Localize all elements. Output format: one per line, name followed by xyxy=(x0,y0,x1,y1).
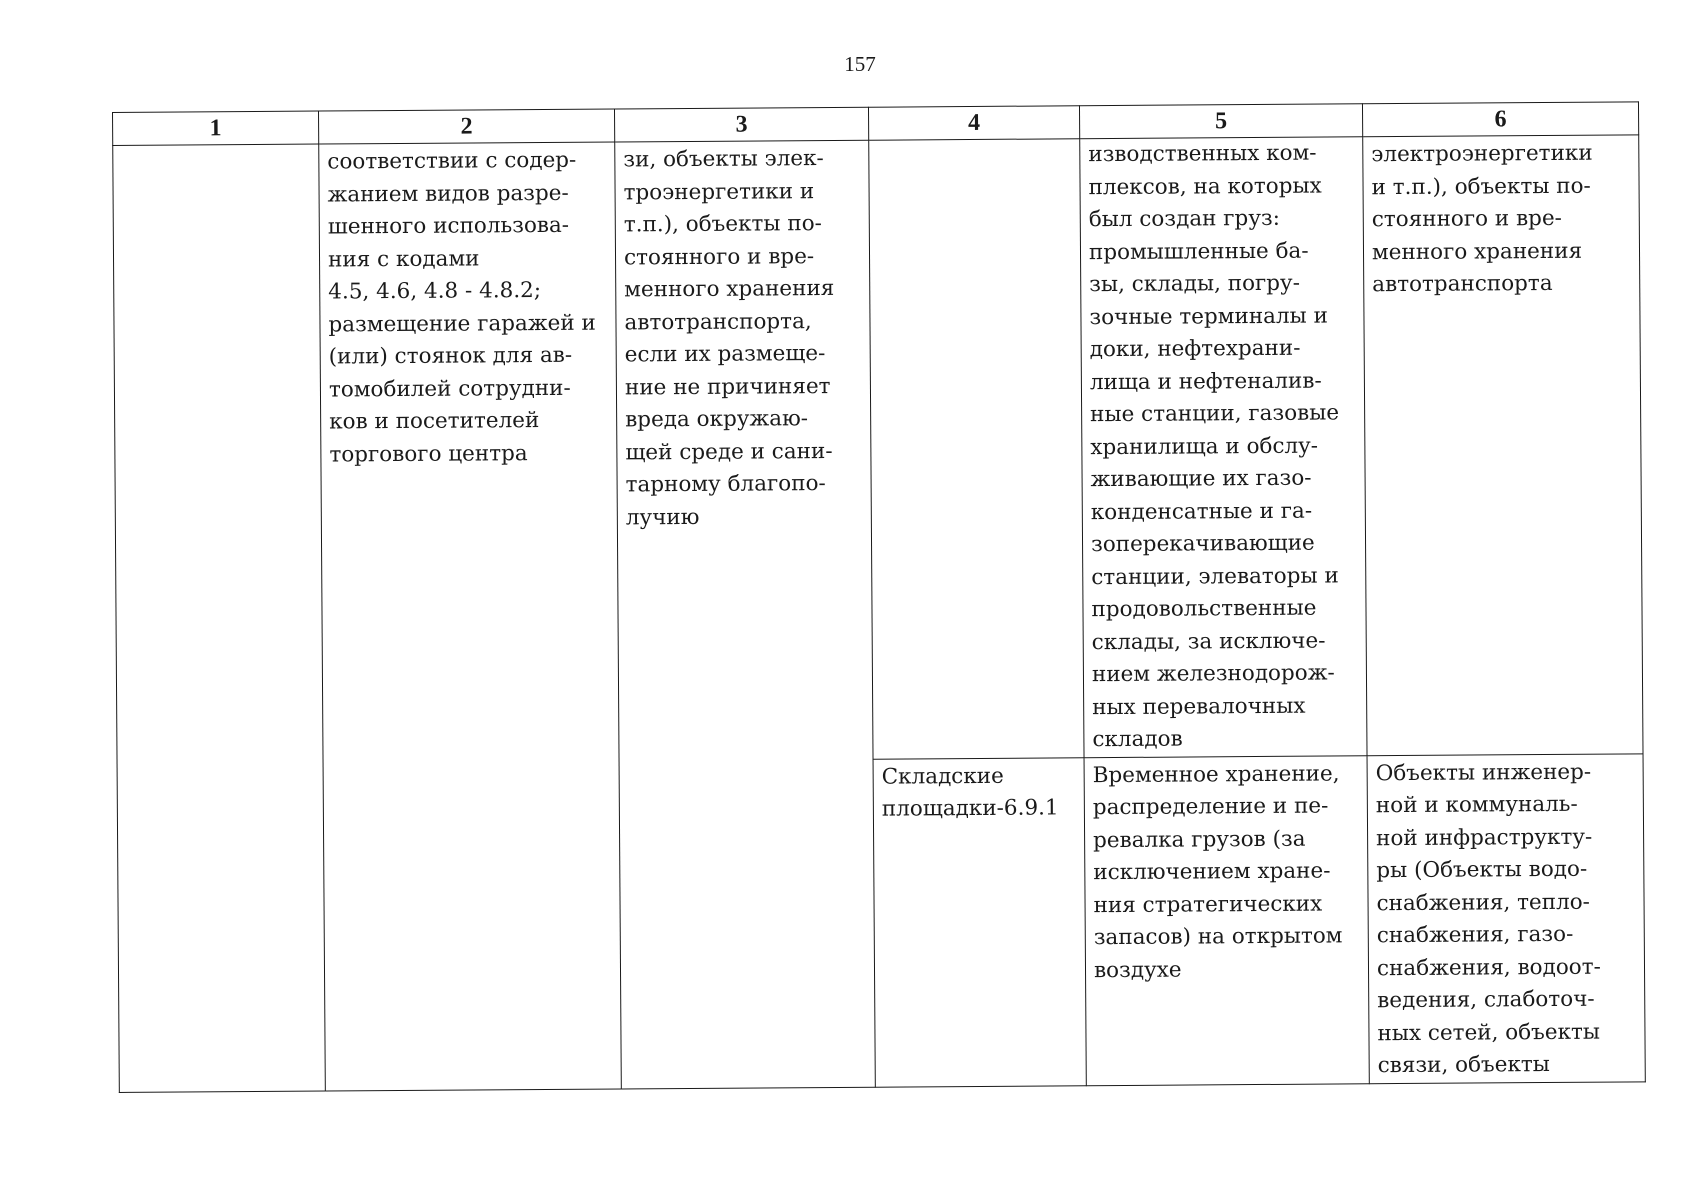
cell-r1-c4 xyxy=(869,139,1084,759)
cell-r1-c1 xyxy=(113,144,326,1092)
column-header-3: 3 xyxy=(614,107,868,142)
cell-r2-c5: Временное хранение, распределение и пе- ревалка грузов (за исключением хране- ния стратегических запасов) на открытом воздухе xyxy=(1084,755,1369,1085)
cell-r1-c3: зи, объекты элек- троэнергетики и т.п.), объекты по- стоянного и вре- менного хранения автотранспорта, если их размеще- ние не причиняет вреда окружаю- щей среде и сани- тарному благопо- лучию xyxy=(615,140,876,1088)
cell-r2-c6: Объекты инженер- ной и коммуналь- ной инфраструкту- ры (Объекты водо- снабжения, тепло- снабжения, газо- снабжения, водоот- ведения, слаботоч- ных сетей, объекты связи, объекты xyxy=(1367,753,1645,1083)
table-row xyxy=(113,135,1643,764)
column-header-4: 4 xyxy=(868,106,1079,140)
column-header-5: 5 xyxy=(1079,104,1362,139)
land-use-table xyxy=(112,101,1646,1092)
cell-r1-c2: соответствии с содер- жанием видов разре- шенного использова- ния с кодами 4.5, 4.6, 4.8 - 4.8.2; размещение гаражей и (или) стоянок для ав- томобилей сотрудни- ков и посетителей торгового центра xyxy=(319,142,622,1091)
column-header-2: 2 xyxy=(318,109,614,144)
cell-r1-c5: изводственных ком- плексов, на которых был создан груз: промышленные ба- зы, склады, погру- зочные терминалы и доки, нефтехрани- лища и нефтеналив- ные станции, газовые хранилища и обслу- живающие их газо- конденсатные и га- зоперекачивающие станции, элеваторы и продовольственные склады, за исключе- нием железнодорож- ных перевалочных складов xyxy=(1080,137,1367,757)
cell-r2-c4: Складские площадки-6.9.1 xyxy=(873,757,1086,1086)
cell-r1-c6: электроэнергетики и т.п.), объекты по- стоянного и вре- менного хранения автотранспорта xyxy=(1363,135,1643,755)
column-header-1: 1 xyxy=(113,111,319,145)
column-header-6: 6 xyxy=(1362,102,1638,137)
page-number: 157 xyxy=(844,52,876,76)
